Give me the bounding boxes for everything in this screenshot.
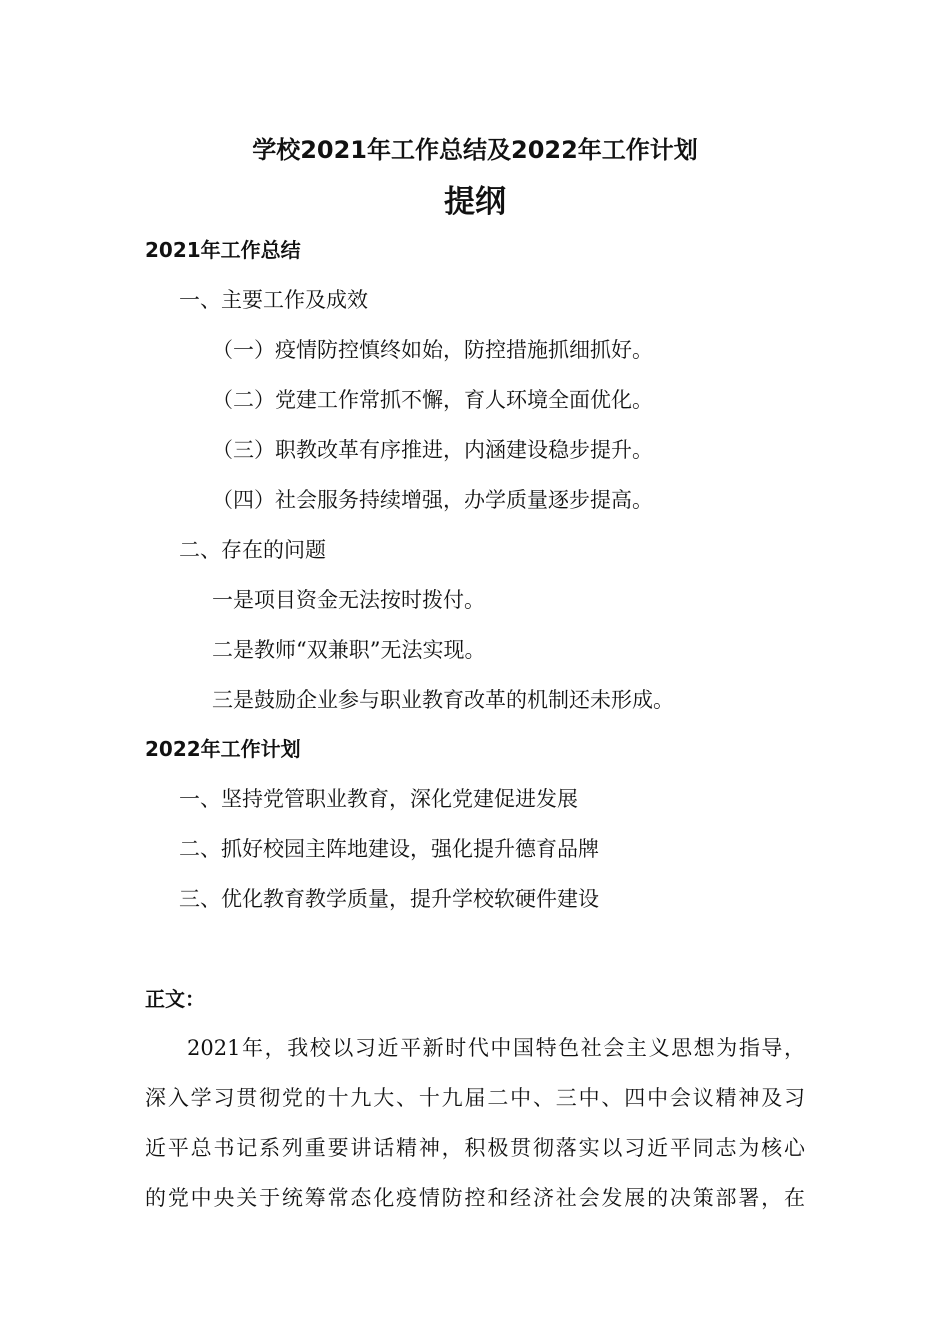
body-paragraph-line: 的党中央关于统筹常态化疫情防控和经济社会发展的决策部署，在 — [145, 1186, 805, 1210]
plan-item: 二、抓好校园主阵地建设，强化提升德育品牌 — [179, 837, 599, 861]
body-paragraph-line: 深入学习贯彻党的十九大、十九届二中、三中、四中会议精神及习 — [145, 1086, 805, 1110]
section-main-work-heading: 一、主要工作及成效 — [179, 288, 368, 312]
plan-heading: 2022年工作计划 — [145, 737, 301, 761]
problem-item: 三是鼓励企业参与职业教育改革的机制还未形成。 — [212, 688, 674, 712]
plan-item: 一、坚持党管职业教育，深化党建促进发展 — [179, 787, 578, 811]
problem-item: 二是教师“双兼职”无法实现。 — [212, 638, 486, 662]
main-work-item: （三）职教改革有序推进，内涵建设稳步提升。 — [212, 438, 653, 462]
body-paragraph-line: 2021年，我校以习近平新时代中国特色社会主义思想为指导， — [187, 1036, 805, 1060]
document-subtitle: 提纲 — [444, 184, 506, 220]
problem-item: 一是项目资金无法按时拨付。 — [212, 588, 485, 612]
section-problems-heading: 二、存在的问题 — [179, 538, 326, 562]
main-work-item: （四）社会服务持续增强，办学质量逐步提高。 — [212, 488, 653, 512]
main-work-item: （一）疫情防控慎终如始，防控措施抓细抓好。 — [212, 338, 653, 362]
plan-item: 三、优化教育教学质量，提升学校软硬件建设 — [179, 887, 599, 911]
main-work-item: （二）党建工作常抓不懈，育人环境全面优化。 — [212, 388, 653, 412]
body-label: 正文： — [145, 987, 205, 1011]
document-title: 学校2021年工作总结及2022年工作计划 — [252, 136, 698, 164]
body-paragraph-line: 近平总书记系列重要讲话精神，积极贯彻落实以习近平同志为核心 — [145, 1136, 805, 1160]
summary-heading: 2021年工作总结 — [145, 238, 301, 262]
